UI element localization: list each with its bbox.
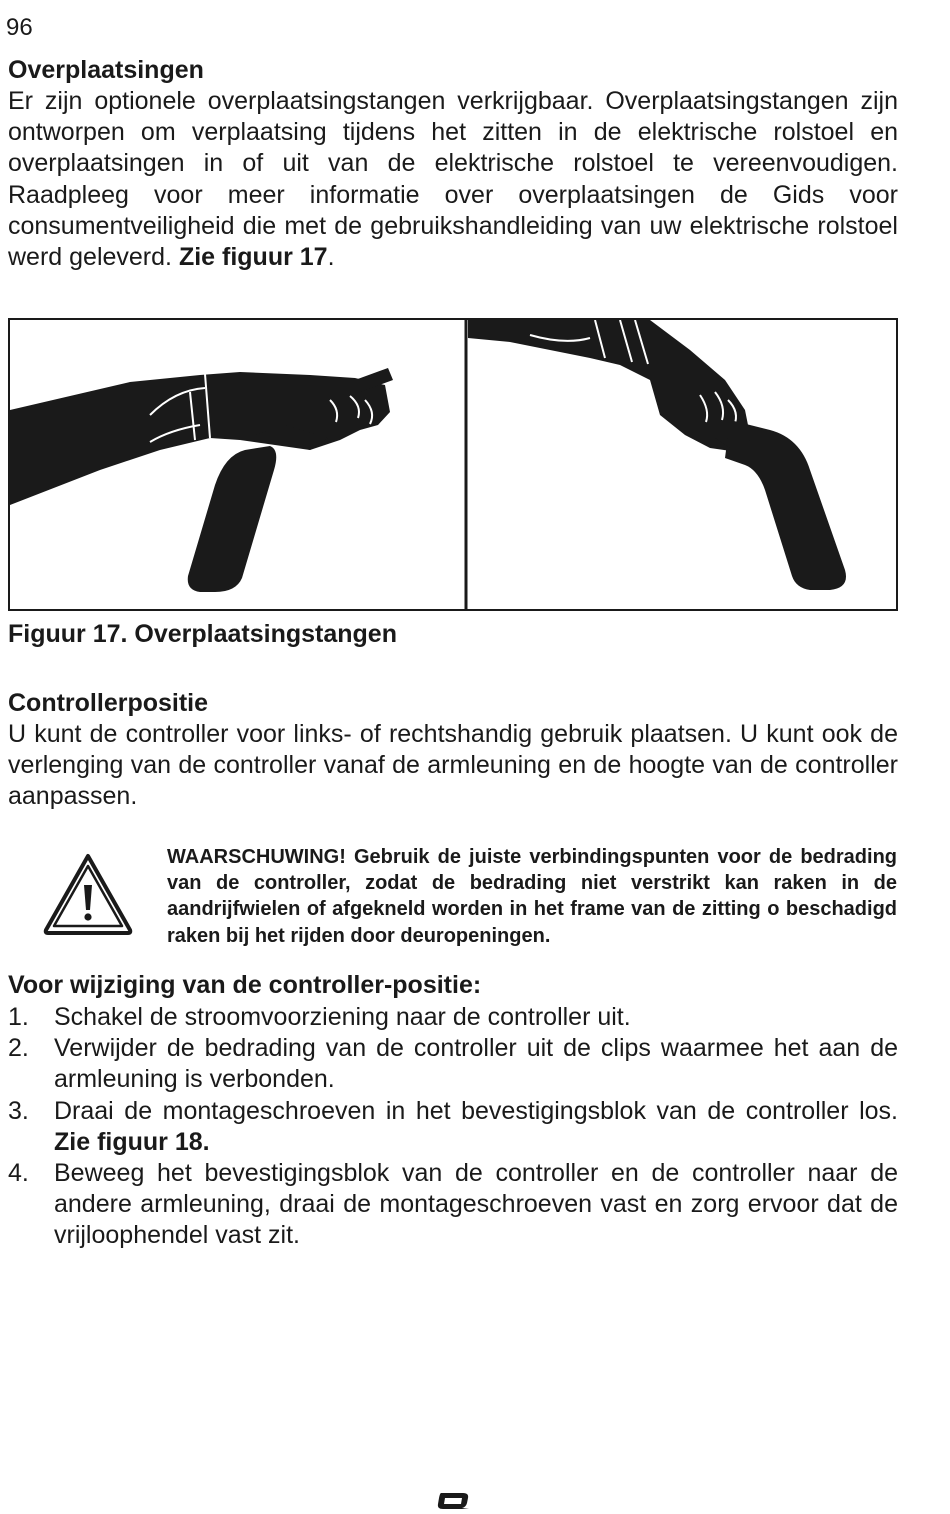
step-text: Schakel de stroomvoorziening naar de controller uit. [54,1003,631,1031]
step-number: 4. [8,1159,29,1188]
figure-reference-end: . [327,243,335,272]
hand-gripping-transfer-bar-icon-left [10,368,393,592]
step-number: 3. [8,1096,29,1125]
step-number: 1. [8,1003,29,1031]
transfers-body: Er zijn optionele overplaatsingstangen verkrijgbaar. Overplaatsingstangen zijn ontworpen om verplaatsing tijdens het zitten in de elektrische rolstoel en overplaatsingen in of uit van de elektrische rolstoel te vereenvoudigen. Raadpleeg voor meer informatie over overplaatsingen de Gids voor consumentveiligheid die met de gebruikshandleiding van uw elektrische rolstoel werd geleverd. [8,87,898,272]
procedure-steps [8,1002,898,1252]
page-number: 96 [6,14,33,41]
warning-text: WAARSCHUWING! Gebruik de juiste verbindingspunten voor de bedrading van de controller, zodat de bedrading niet verstrikt kan raken in de aandrijfwielen of afgekneld worden in het frame van de zitting o beschadigd raken bij het rijden door deuropeningen. [167,846,897,947]
figure-reference: Zie figuur 17 [178,243,328,272]
step-number: 2. [8,1034,29,1063]
figure-caption: Figuur 17. Overplaatsingstangen [8,620,397,648]
figure-17 [8,318,898,611]
procedure-step [8,1158,898,1252]
procedure-step [8,1033,898,1095]
q-logo-icon [435,1492,471,1510]
transfer-bars-illustration [10,320,896,609]
step-text: Verwijder de bedrading van de controller uit de clips waarmee het aan de armleuning is verbonden. [54,1034,898,1094]
step-figure-reference: Zie figuur 18. [54,1127,210,1156]
hand-gripping-transfer-bar-icon-right [468,320,846,590]
section-title-controller-position: Controllerpositie [8,689,209,717]
procedure-step [8,1096,898,1158]
step-text: Beweeg het bevestigingsblok van de controller en de controller naar de andere armleuning, draai de montageschroeven vast en zorg ervoor dat de vrijloophendel vast zit. [54,1159,898,1250]
step-text: Draai de montageschroeven in het bevestigingsblok van de controller los. [54,1096,898,1125]
transfers-paragraph [8,86,898,273]
procedure-title: Voor wijziging van de controller-positie: [8,971,482,999]
warning-triangle-icon [42,852,134,936]
section-title-transfers: Overplaatsingen [8,56,204,84]
procedure-step [8,1002,898,1033]
controller-position-paragraph: U kunt de controller voor links- of rechtshandig gebruik plaatsen. U kunt ook de verlenging van de controller vanaf de armleuning en de hoogte van de controller aanpassen. [8,720,898,811]
